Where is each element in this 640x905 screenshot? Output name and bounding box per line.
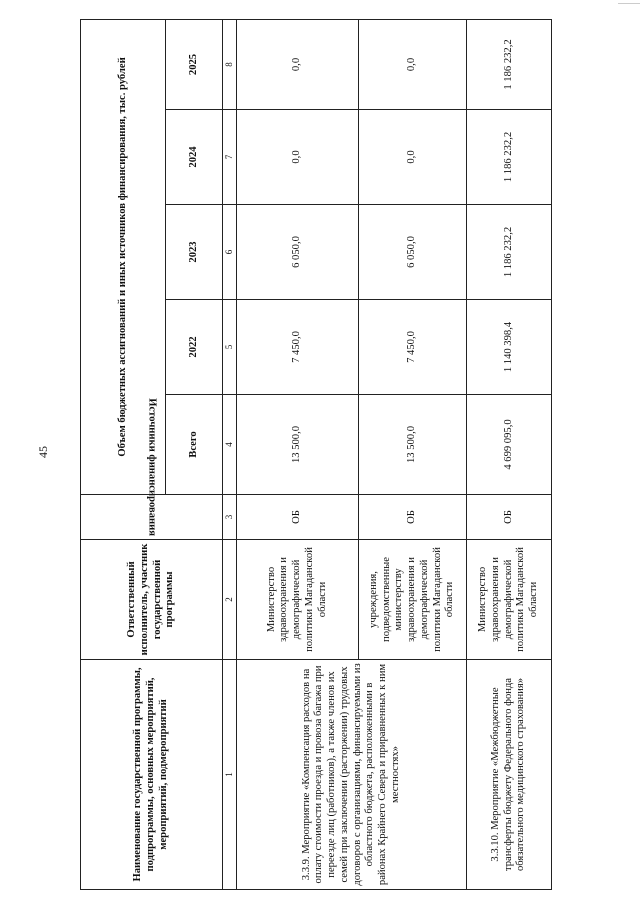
source: ОБ [467,495,552,540]
budget-table-wrapper [80,20,550,890]
index-cell: 2 [223,540,237,660]
page-number: 45 [36,446,50,458]
column-index-row [223,19,237,889]
source: ОБ [359,495,467,540]
header-row-1 [81,19,166,889]
corner-mark [618,3,640,4]
measure-name: 3.3.10. Мероприятие «Межбюджетные трансферты бюджету Федерального фонда обязательного медицинского страхования» [467,660,552,890]
budget-table [80,19,552,890]
value-2025: 0,0 [359,19,467,109]
header-year-2022: 2022 [166,300,223,395]
rotated-table-container [80,20,550,890]
source: ОБ [237,495,359,540]
header-source: Источники финансирования [146,398,158,536]
value-total: 13 500,0 [237,395,359,495]
value-2022: 7 450,0 [237,300,359,395]
index-cell: 6 [223,205,237,300]
measure-name: 3.3.9. Мероприятие «Компенсация расходов на оплату стоимости проезда и провоза багажа при переезде лиц (работников), а также членов их семей при заключении (расторжении) трудовых договоров с организациями, финансируемыми из областного бюджета, расположенными в районах Крайнего Севера и приравненных к ним местностях» [237,660,467,890]
header-year-2023: 2023 [166,205,223,300]
executor: Министерство здравоохранения и демографической политики Магаданской области [467,540,552,660]
index-cell: 3 [223,495,237,540]
index-cell: 7 [223,110,237,205]
value-2023: 1 186 232,2 [467,205,552,300]
value-2025: 1 186 232,2 [467,19,552,109]
header-name: Наименование государственной программы, подпрограммы, основных мероприятий, мероприятий, подмероприятий [81,660,223,890]
table-row [237,19,359,889]
header-year-2024: 2024 [166,110,223,205]
value-2022: 7 450,0 [359,300,467,395]
header-group: Объем бюджетных ассигнований и иных источников финансирования, тыс. рублей [81,19,166,494]
executor: Министерство здравоохранения и демографической политики Магаданской области [237,540,359,660]
value-2022: 1 140 398,4 [467,300,552,395]
value-total: 13 500,0 [359,395,467,495]
executor: учреждения, подведомственные министерству здравоохранения и демографической политики Магаданской области [359,540,467,660]
value-2024: 0,0 [237,110,359,205]
table-row [467,19,552,889]
index-cell: 4 [223,395,237,495]
value-total: 4 699 095,0 [467,395,552,495]
index-cell: 8 [223,19,237,109]
value-2025: 0,0 [237,19,359,109]
header-executor: Ответственный исполнитель, участник государственной программы [81,540,223,660]
index-cell: 5 [223,300,237,395]
index-cell: 1 [223,660,237,890]
value-2024: 1 186 232,2 [467,110,552,205]
header-total: Всего [166,395,223,495]
value-2023: 6 050,0 [359,205,467,300]
value-2023: 6 050,0 [237,205,359,300]
value-2024: 0,0 [359,110,467,205]
header-year-2025: 2025 [166,19,223,109]
